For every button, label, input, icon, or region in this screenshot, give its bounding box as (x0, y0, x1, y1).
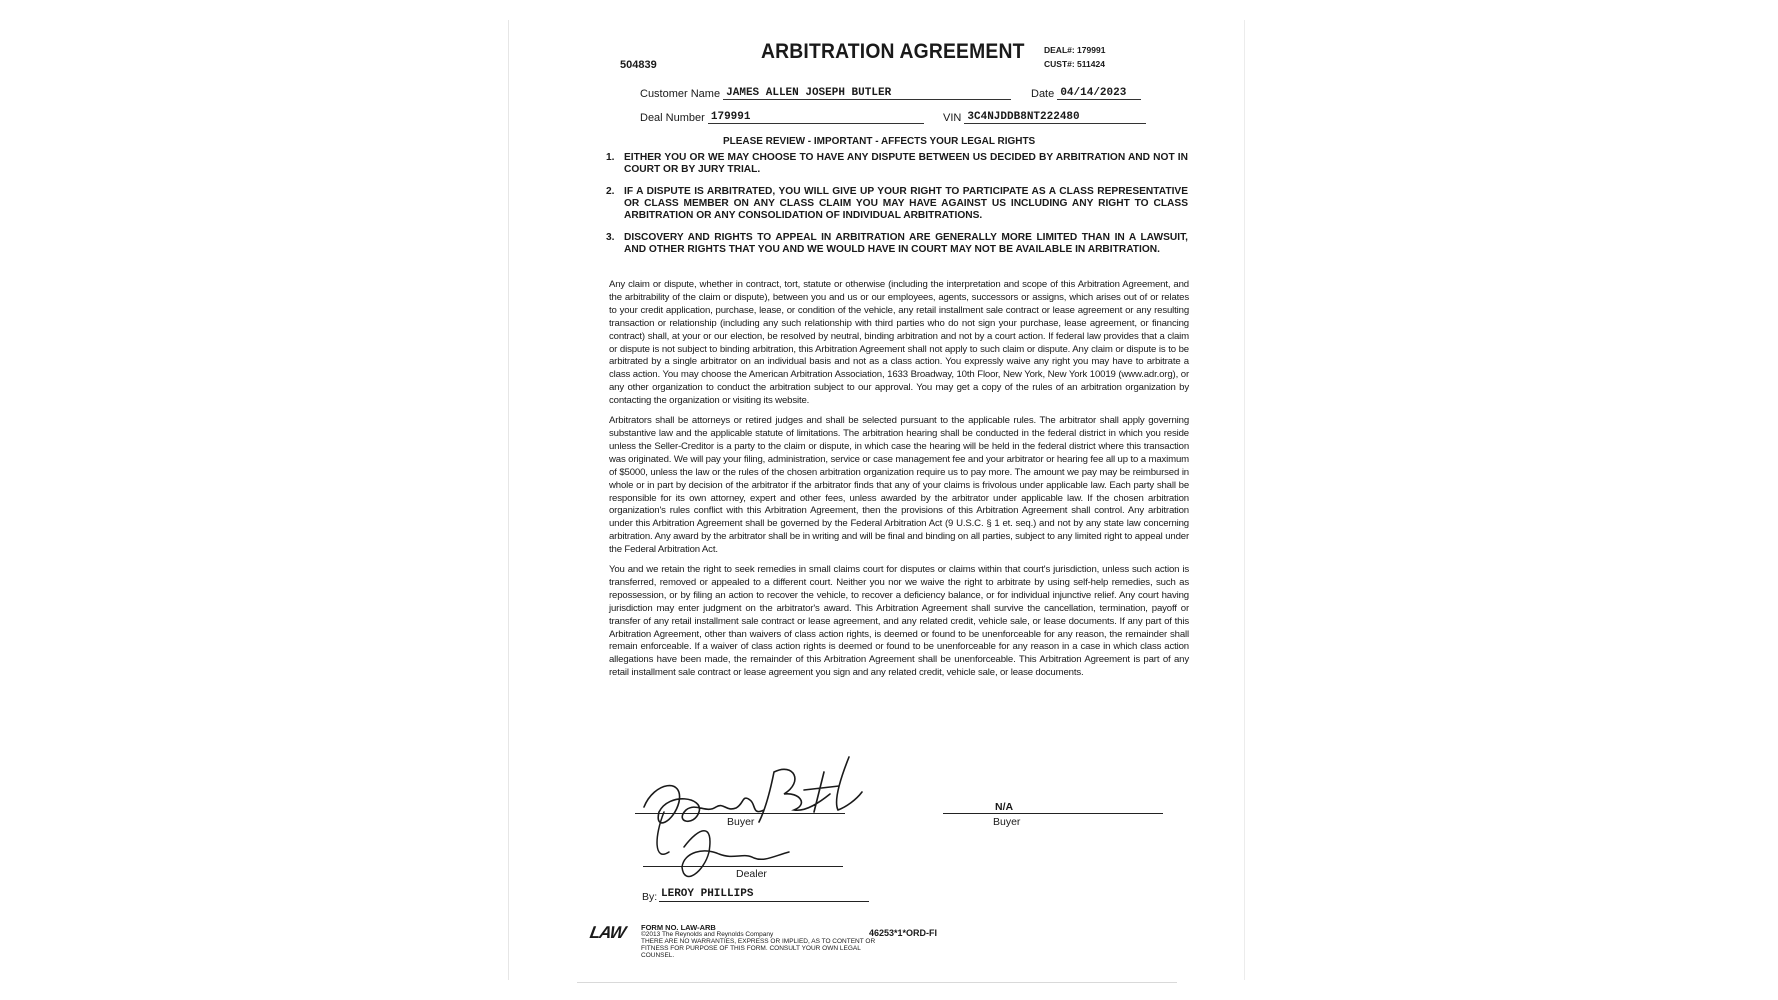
point-number: 1. (606, 152, 615, 163)
co-buyer-signature-line (943, 813, 1163, 814)
disclaimer-text: THERE ARE NO WARRANTIES, EXPRESS OR IMPLIED, AS TO CONTENT OR FITNESS FOR PURPOSE OF THIS FORM. CONSULT YOUR OWN LEGAL COUNSEL. (641, 938, 876, 959)
form-number: FORM NO. LAW-ARB (641, 923, 716, 932)
copyright-text: ©2013 The Reynolds and Reynolds Company (641, 931, 774, 938)
deal-ids (1044, 43, 1105, 71)
dealer-signature-line (643, 866, 843, 867)
document-page (508, 20, 1245, 980)
vin-row (943, 111, 1146, 124)
point-item (606, 186, 1188, 222)
point-text: IF A DISPUTE IS ARBITRATED, YOU WILL GIVE UP YOUR RIGHT TO PARTICIPATE AS A CLASS REPRESENTATIVE OR CLASS MEMBER ON ANY CLASS CLAIM YOU MAY HAVE AGAINST US INCLUDING ANY RIGHT TO CLASS ARBITRATION OR ANY CONSOLIDATION OF INDIVIDUAL ARBITRATIONS. (624, 186, 1188, 221)
buyer-signature-line (635, 813, 845, 814)
scan-edge-line (577, 982, 1177, 983)
deal-number-row (640, 111, 924, 124)
by-label: By: (642, 891, 658, 903)
important-points (606, 152, 1188, 266)
date-value: 04/14/2023 (1057, 87, 1141, 100)
form-code: 46253*1*ORD-FI (869, 928, 938, 938)
paragraph: Arbitrators shall be attorneys or retired judges and shall be selected pursuant to the applicable rules. The arbitrator shall apply governing substantive law and the applicable statute of limitations. The arbitration hearing shall be conducted in the federal district in which you reside unless the Seller-Creditor is a party to the claim or dispute, in which case the hearing will be held in the federal district where this transaction was originated. We will pay your filing, administration, service or case management fee and your arbitrator or hearing fee all up to a maximum of $5000, unless the law or the rules of the chosen arbitration organization require us to pay more. The amount we pay may be reimbursed in whole or in part by decision of the arbitrator if the arbitrator finds that any of your claims is frivolous under applicable law. Each party shall be responsible for its own attorney, expert and other fees, unless awarded by the arbitrator under applicable law. If the chosen arbitration organization's rules conflict with this Arbitration Agreement, then the provisions of this Arbitration Agreement shall control. Any arbitration under this Arbitration Agreement shall be governed by the Federal Arbitration Act (9 U.S.C. § 1 et. seq.) and not by any state law concerning arbitration. Any award by the arbitrator shall be in writing and will be final and binding on all parties, subject to any limited right to appeal under the Federal Arbitration Act. (609, 415, 1189, 556)
vin-label: VIN (943, 112, 962, 124)
form-info (641, 924, 881, 959)
point-number: 2. (606, 186, 615, 197)
by-name: LEROY PHILLIPS (661, 888, 754, 900)
co-buyer-value: N/A (995, 801, 1014, 813)
customer-name-row (640, 87, 1011, 100)
stock-number: 504839 (620, 59, 657, 71)
date-row (1031, 87, 1141, 100)
dealer-label: Dealer (736, 868, 767, 880)
deal-id: DEAL#: 179991 (1044, 45, 1106, 55)
point-number: 3. (606, 232, 615, 243)
law-logo: LAW (588, 923, 627, 942)
page-title: ARBITRATION AGREEMENT (761, 40, 1025, 63)
point-item (606, 152, 1188, 176)
point-text: EITHER YOU OR WE MAY CHOOSE TO HAVE ANY DISPUTE BETWEEN US DECIDED BY ARBITRATION AND NOT IN COURT OR BY JURY TRIAL. (624, 152, 1188, 175)
paragraph: You and we retain the right to seek remedies in small claims court for disputes or claims within that court's jurisdiction, unless such action is transferred, removed or appealed to a different court. Neither you nor we waive the right to arbitrate by using self-help remedies, such as repossession, or by filing an action to recover the vehicle, to recover a deficiency balance, or for individual injunctive relief. Any court having jurisdiction may enter judgment on the arbitrator's award. This Arbitration Agreement shall survive the cancellation, termination, payoff or transfer of any retail installment sale contract or lease agreement, and any related credit, vehicle sale, or lease documents. If any part of this Arbitration Agreement, other than waivers of class action rights, is deemed or found to be unenforceable for any reason, the remainder shall remain enforceable. If a waiver of class action rights is deemed or found to be unenforceable for any reason in a case in which class action allegations have been made, the remainder of this Arbitration Agreement shall be unenforceable. This Arbitration Agreement is part of any retail installment sale contract or lease agreement you sign and any related credit, vehicle sale, or lease documents. (609, 564, 1189, 679)
customer-name-label: Customer Name (640, 88, 721, 100)
by-line (659, 901, 869, 902)
deal-number-label: Deal Number (640, 112, 705, 124)
vin-value: 3C4NJDDB8NT222480 (964, 111, 1146, 124)
paragraph: Any claim or dispute, whether in contract, tort, statute or otherwise (including the interpretation and scope of this Arbitration Agreement, and the arbitrability of the claim or dispute), between you and us or our employees, agents, successors or assigns, which arises out of or relates to your credit application, purchase, lease, or condition of the vehicle, any retail installment sale contract or lease agreement or any resulting transaction or relationship (including any such relationship with third parties who do not sign your purchase, lease agreement, or financing contract) shall, at your or our election, be resolved by neutral, binding arbitration and not by a court action. If federal law provides that a claim or dispute is not subject to binding arbitration, this Arbitration Agreement shall not apply to such claim or dispute. Any claim or dispute is to be arbitrated by a single arbitrator on an individual basis and not as a class action. You expressly waive any right you may have to arbitrate a class action. You may choose the American Arbitration Association, 1633 Broadway, 10th Floor, New York, New York 10019 (www.adr.org), or any other organization to conduct the arbitration subject to our approval. You may get a copy of the rules of an arbitration organization by contacting the organization or visiting its website. (609, 279, 1189, 407)
review-heading: PLEASE REVIEW - IMPORTANT - AFFECTS YOUR LEGAL RIGHTS (723, 135, 1036, 147)
point-text: DISCOVERY AND RIGHTS TO APPEAL IN ARBITRATION ARE GENERALLY MORE LIMITED THAN IN A LAWSUIT, AND OTHER RIGHTS THAT YOU AND WE WOULD HAVE IN COURT MAY NOT BE AVAILABLE IN ARBITRATION. (624, 232, 1188, 255)
buyer-label: Buyer (727, 816, 755, 828)
point-item (606, 232, 1188, 256)
co-buyer-label: Buyer (993, 816, 1021, 828)
cust-id: CUST#: 511424 (1044, 59, 1105, 69)
customer-name-value: JAMES ALLEN JOSEPH BUTLER (723, 87, 1011, 100)
deal-number-value: 179991 (708, 111, 924, 124)
date-label: Date (1031, 88, 1055, 100)
agreement-body (609, 279, 1189, 687)
